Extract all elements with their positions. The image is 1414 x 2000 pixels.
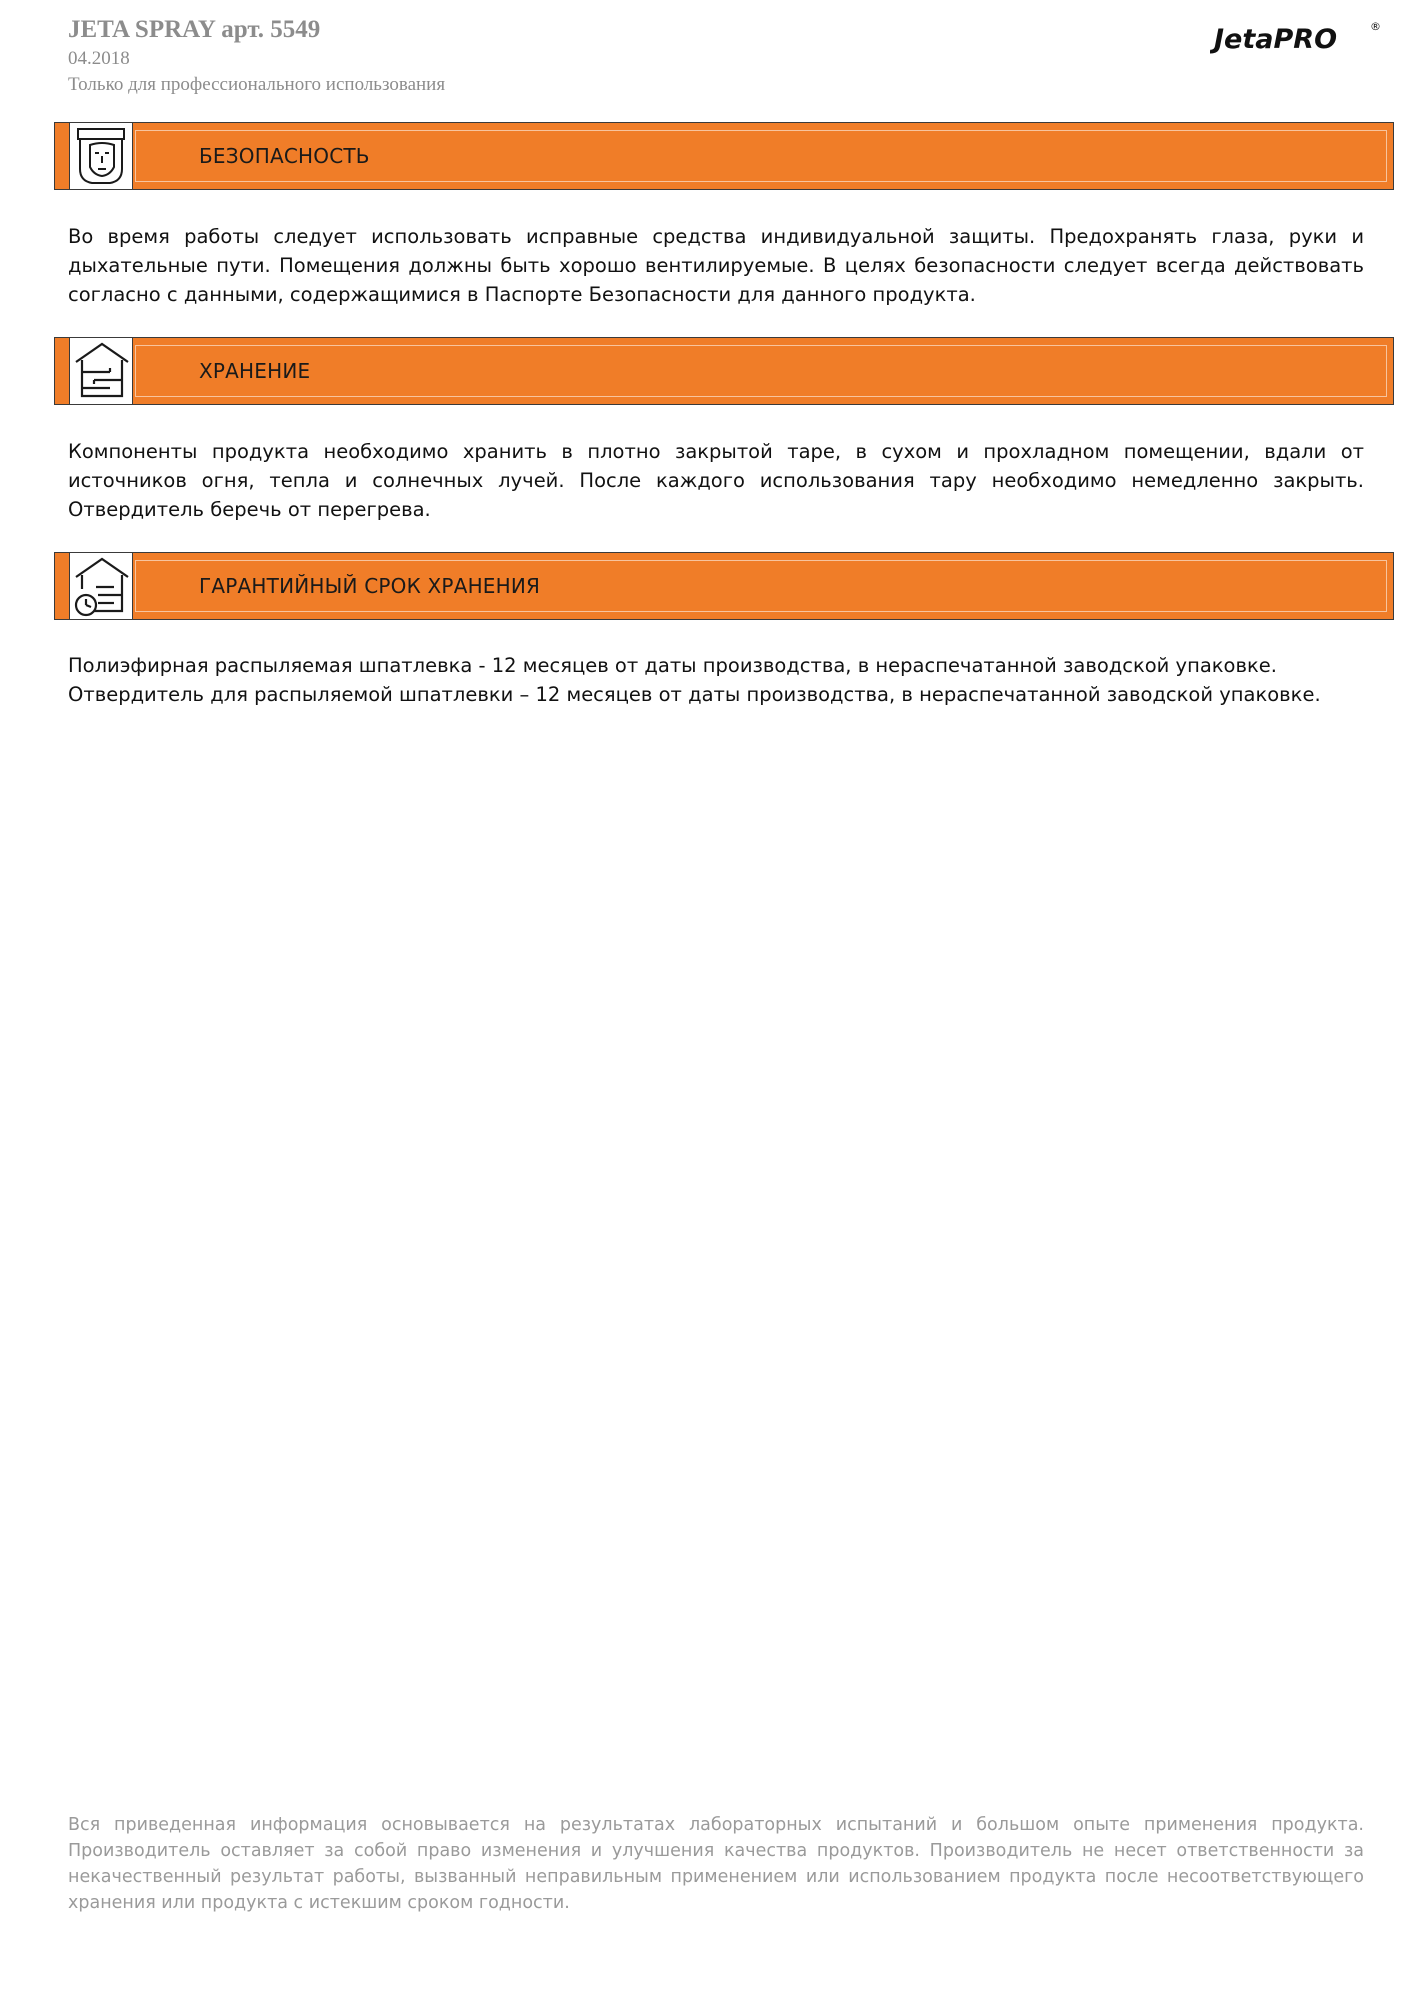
- section-text-safety: Во время работы следует использовать исправные средства индивидуальной защиты. Предохранять глаза, руки и дыхательные пути. Помещения должны быть хорошо вентилируемые. В целях безопасности следует всегда действовать согласно с данными, содержащимися в Паспорте Безопасности для данного продукта.: [68, 225, 1364, 306]
- section-header-shelf-life: [54, 552, 1394, 620]
- shelf-life-line: Отвердитель для распыляемой шпатлевки – 12 месяцев от даты производства, в нераспечатанной заводской упаковке.: [68, 683, 1321, 706]
- warehouse-shelves-icon: [69, 338, 133, 404]
- section-body-storage: [68, 437, 1364, 524]
- document-usage-note: Только для профессионального использования: [68, 74, 446, 95]
- section-header-safety: [54, 122, 1394, 190]
- section-body-shelf-life: [68, 651, 1364, 709]
- section-title-storage: ХРАНЕНИЕ: [199, 359, 311, 383]
- warehouse-clock-icon: [69, 553, 133, 619]
- document-date: 04.2018: [68, 48, 130, 69]
- section-text-storage: Компоненты продукта необходимо хранить в плотно закрытой таре, в сухом и прохладном помещении, вдали от источников огня, тепла и солнечных лучей. После каждого использования тару необходимо немедленно закрыть. Отвердитель беречь от перегрева.: [68, 440, 1364, 521]
- section-header-frame: [135, 345, 1387, 397]
- disclaimer-footer: Вся приведенная информация основывается на результатах лабораторных испытаний и большом опыте применения продукта. Производитель оставляет за собой право изменения и улучшения качества продуктов. Производитель не несет ответственности за некачественный результат работы, вызванный неправильным применением или использованием продукта после несоответствующего хранения или продукта с истекшим сроком годности.: [68, 1815, 1364, 1913]
- section-title-safety: БЕЗОПАСНОСТЬ: [199, 144, 370, 168]
- logo-wordmark: JetaPRO: [1214, 24, 1338, 55]
- section-header-storage: [54, 337, 1394, 405]
- logo-registered-mark: ®: [1370, 20, 1381, 33]
- section-body-safety: [68, 222, 1364, 309]
- section-title-shelf-life: ГАРАНТИЙНЫЙ СРОК ХРАНЕНИЯ: [199, 574, 541, 598]
- document-title: JETA SPRAY арт. 5549: [68, 16, 321, 43]
- face-shield-icon: [69, 123, 133, 189]
- jetapro-logo: [1210, 16, 1382, 56]
- shelf-life-line: Полиэфирная распыляемая шпатлевка - 12 месяцев от даты производства, в нераспечатанной заводской упаковке.: [68, 654, 1277, 677]
